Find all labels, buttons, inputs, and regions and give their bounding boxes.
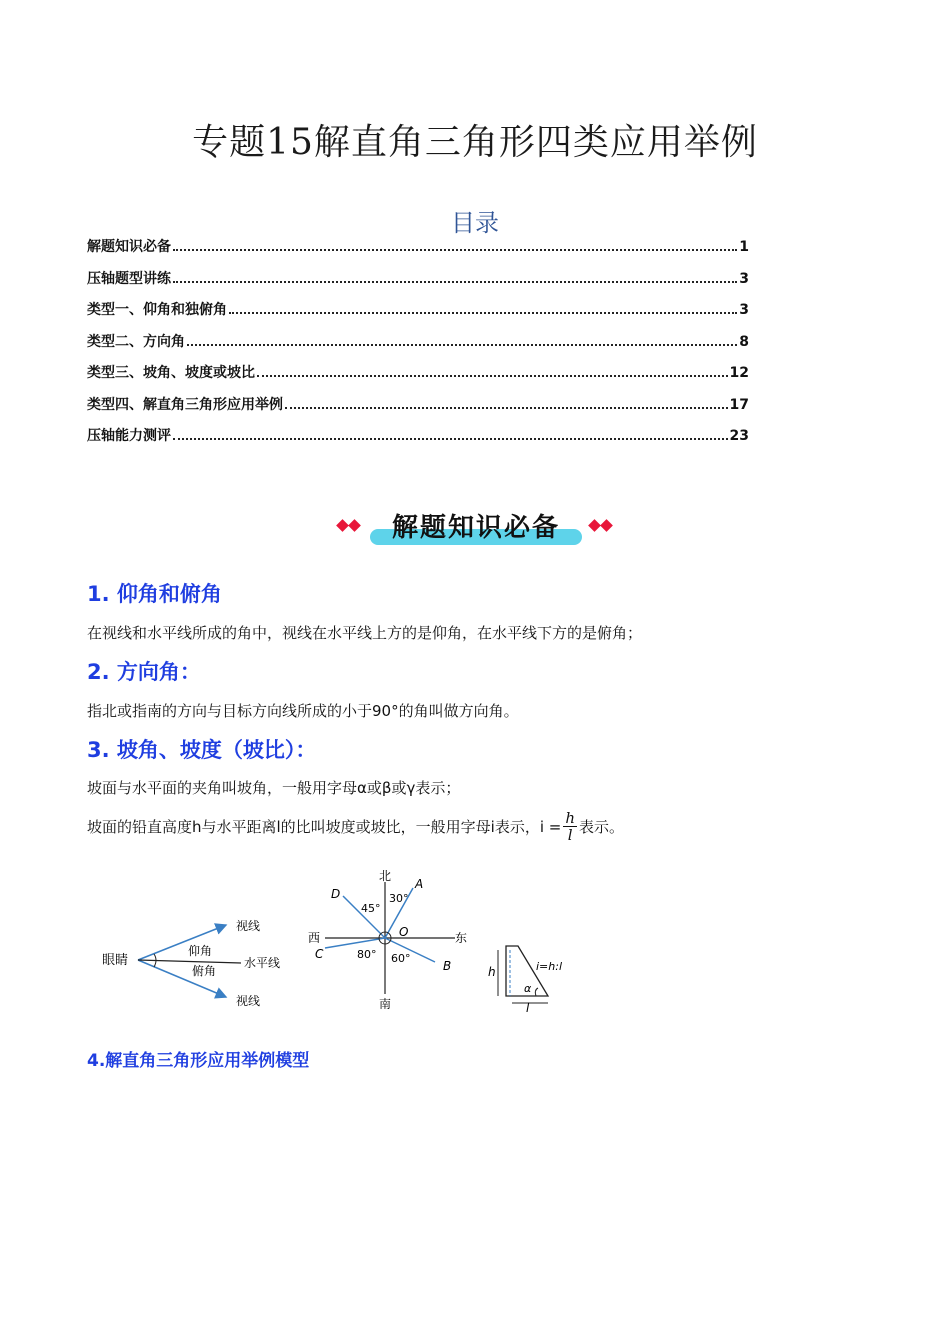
toc-leader-dots <box>173 249 737 251</box>
toc-item-page: 3 <box>739 270 749 287</box>
section-heading-4: 4.解直角三角形应用举例模型 <box>87 1051 310 1071</box>
section-text-1: 在视线和水平线所成的角中，视线在水平线上方的是仰角，在水平线下方的是俯角； <box>87 624 643 642</box>
horizontal-label: 水平线 <box>244 956 281 970</box>
toc-item-page: 1 <box>739 239 749 255</box>
angle-45-label: 45° <box>361 902 381 915</box>
toc-item-page: 17 <box>729 396 749 413</box>
toc-leader-dots <box>173 438 728 440</box>
alpha-label: α <box>524 982 532 995</box>
toc-leader-dots <box>257 375 728 377</box>
diamond-icon <box>600 519 613 532</box>
angle-30-label: 30° <box>389 892 409 905</box>
toc-item-label: 类型一、仰角和独俯角 <box>87 302 227 318</box>
toc-item[interactable] <box>87 268 749 300</box>
toc-item-label: 压轴题型讲练 <box>87 270 171 287</box>
toc-item[interactable] <box>87 425 749 457</box>
toc-item-label: 类型二、方向角 <box>87 333 185 350</box>
length-label: l <box>526 1001 530 1012</box>
sight-line-up <box>138 925 226 960</box>
west-label: 西 <box>308 931 321 945</box>
toc-leader-dots <box>285 407 728 409</box>
fraction-denominator: l <box>567 826 573 844</box>
section-heading-1: 1. 仰角和俯角 <box>87 582 222 606</box>
elevation-depression-figure <box>96 905 306 1015</box>
section-text-3b <box>87 810 624 843</box>
point-c-label: C <box>315 947 324 961</box>
toc-item-label: 压轴能力测评 <box>87 428 171 444</box>
slope-definition-tail: 表示。 <box>579 818 625 836</box>
toc-item-page: 23 <box>729 428 749 444</box>
sight-down-label: 视线 <box>236 994 261 1008</box>
slope-fraction <box>563 810 577 843</box>
section-text-2: 指北或指南的方向与目标方向线所成的小于90°的角叫做方向角。 <box>87 702 519 720</box>
toc-item-label: 类型三、坡角、坡度或坡比 <box>87 365 255 381</box>
fraction-numerator: h <box>565 809 576 827</box>
north-label: 北 <box>379 869 392 883</box>
toc-item-page: 3 <box>739 302 749 318</box>
toc-item[interactable] <box>87 362 749 394</box>
direction-angle-figure <box>305 866 475 1016</box>
eye-label: 眼睛 <box>102 953 129 968</box>
point-d-label: D <box>331 887 341 901</box>
section-heading-2: 2. 方向角： <box>87 660 201 684</box>
horizontal-line <box>138 960 241 963</box>
toc-item[interactable] <box>87 299 749 331</box>
toc-item-label: 类型四、解直角三角形应用举例 <box>87 396 283 413</box>
slope-definition-text: 坡面的铅直高度h与水平距离l的比叫坡度或坡比，一般用字母i表示，i = <box>87 818 562 836</box>
toc-item-page: 12 <box>729 365 749 381</box>
sight-up-label: 视线 <box>236 919 261 933</box>
east-label: 东 <box>455 931 468 945</box>
diamond-icon <box>588 519 601 532</box>
toc-item-label: 解题知识必备 <box>87 239 171 255</box>
point-a-label: A <box>415 877 424 891</box>
toc-item-page: 8 <box>739 333 749 350</box>
angle-60-label: 60° <box>391 952 411 965</box>
table-of-contents <box>87 236 749 457</box>
elevation-label: 仰角 <box>188 944 213 958</box>
depression-label: 俯角 <box>192 964 217 978</box>
angle-80-label: 80° <box>357 948 377 961</box>
point-b-label: B <box>443 959 452 973</box>
toc-item[interactable] <box>87 236 749 268</box>
banner-title: 解题知识必备 <box>391 513 560 543</box>
section-heading-3: 3. 坡角、坡度（坡比）： <box>87 738 317 762</box>
south-label: 南 <box>379 997 392 1011</box>
height-label: h <box>488 965 496 979</box>
diamond-icon <box>336 519 349 532</box>
alpha-arc <box>535 988 538 996</box>
toc-item[interactable] <box>87 331 749 363</box>
toc-leader-dots <box>173 281 737 283</box>
diamond-icon <box>348 519 361 532</box>
point-o-label: O <box>399 925 409 939</box>
slope-figure <box>484 942 584 1012</box>
toc-leader-dots <box>187 344 737 346</box>
slope-ratio-label: i=h:l <box>536 960 563 973</box>
section-text-3a: 坡面与水平面的夹角叫坡角，一般用字母α或β或γ表示； <box>87 779 461 797</box>
toc-leader-dots <box>229 312 737 314</box>
section-banner <box>332 507 618 551</box>
page-title: 专题15解直角三角形四类应用举例 <box>192 122 758 163</box>
toc-item[interactable] <box>87 394 749 426</box>
toc-heading: 目录 <box>451 209 499 237</box>
ray-oc <box>325 938 385 948</box>
